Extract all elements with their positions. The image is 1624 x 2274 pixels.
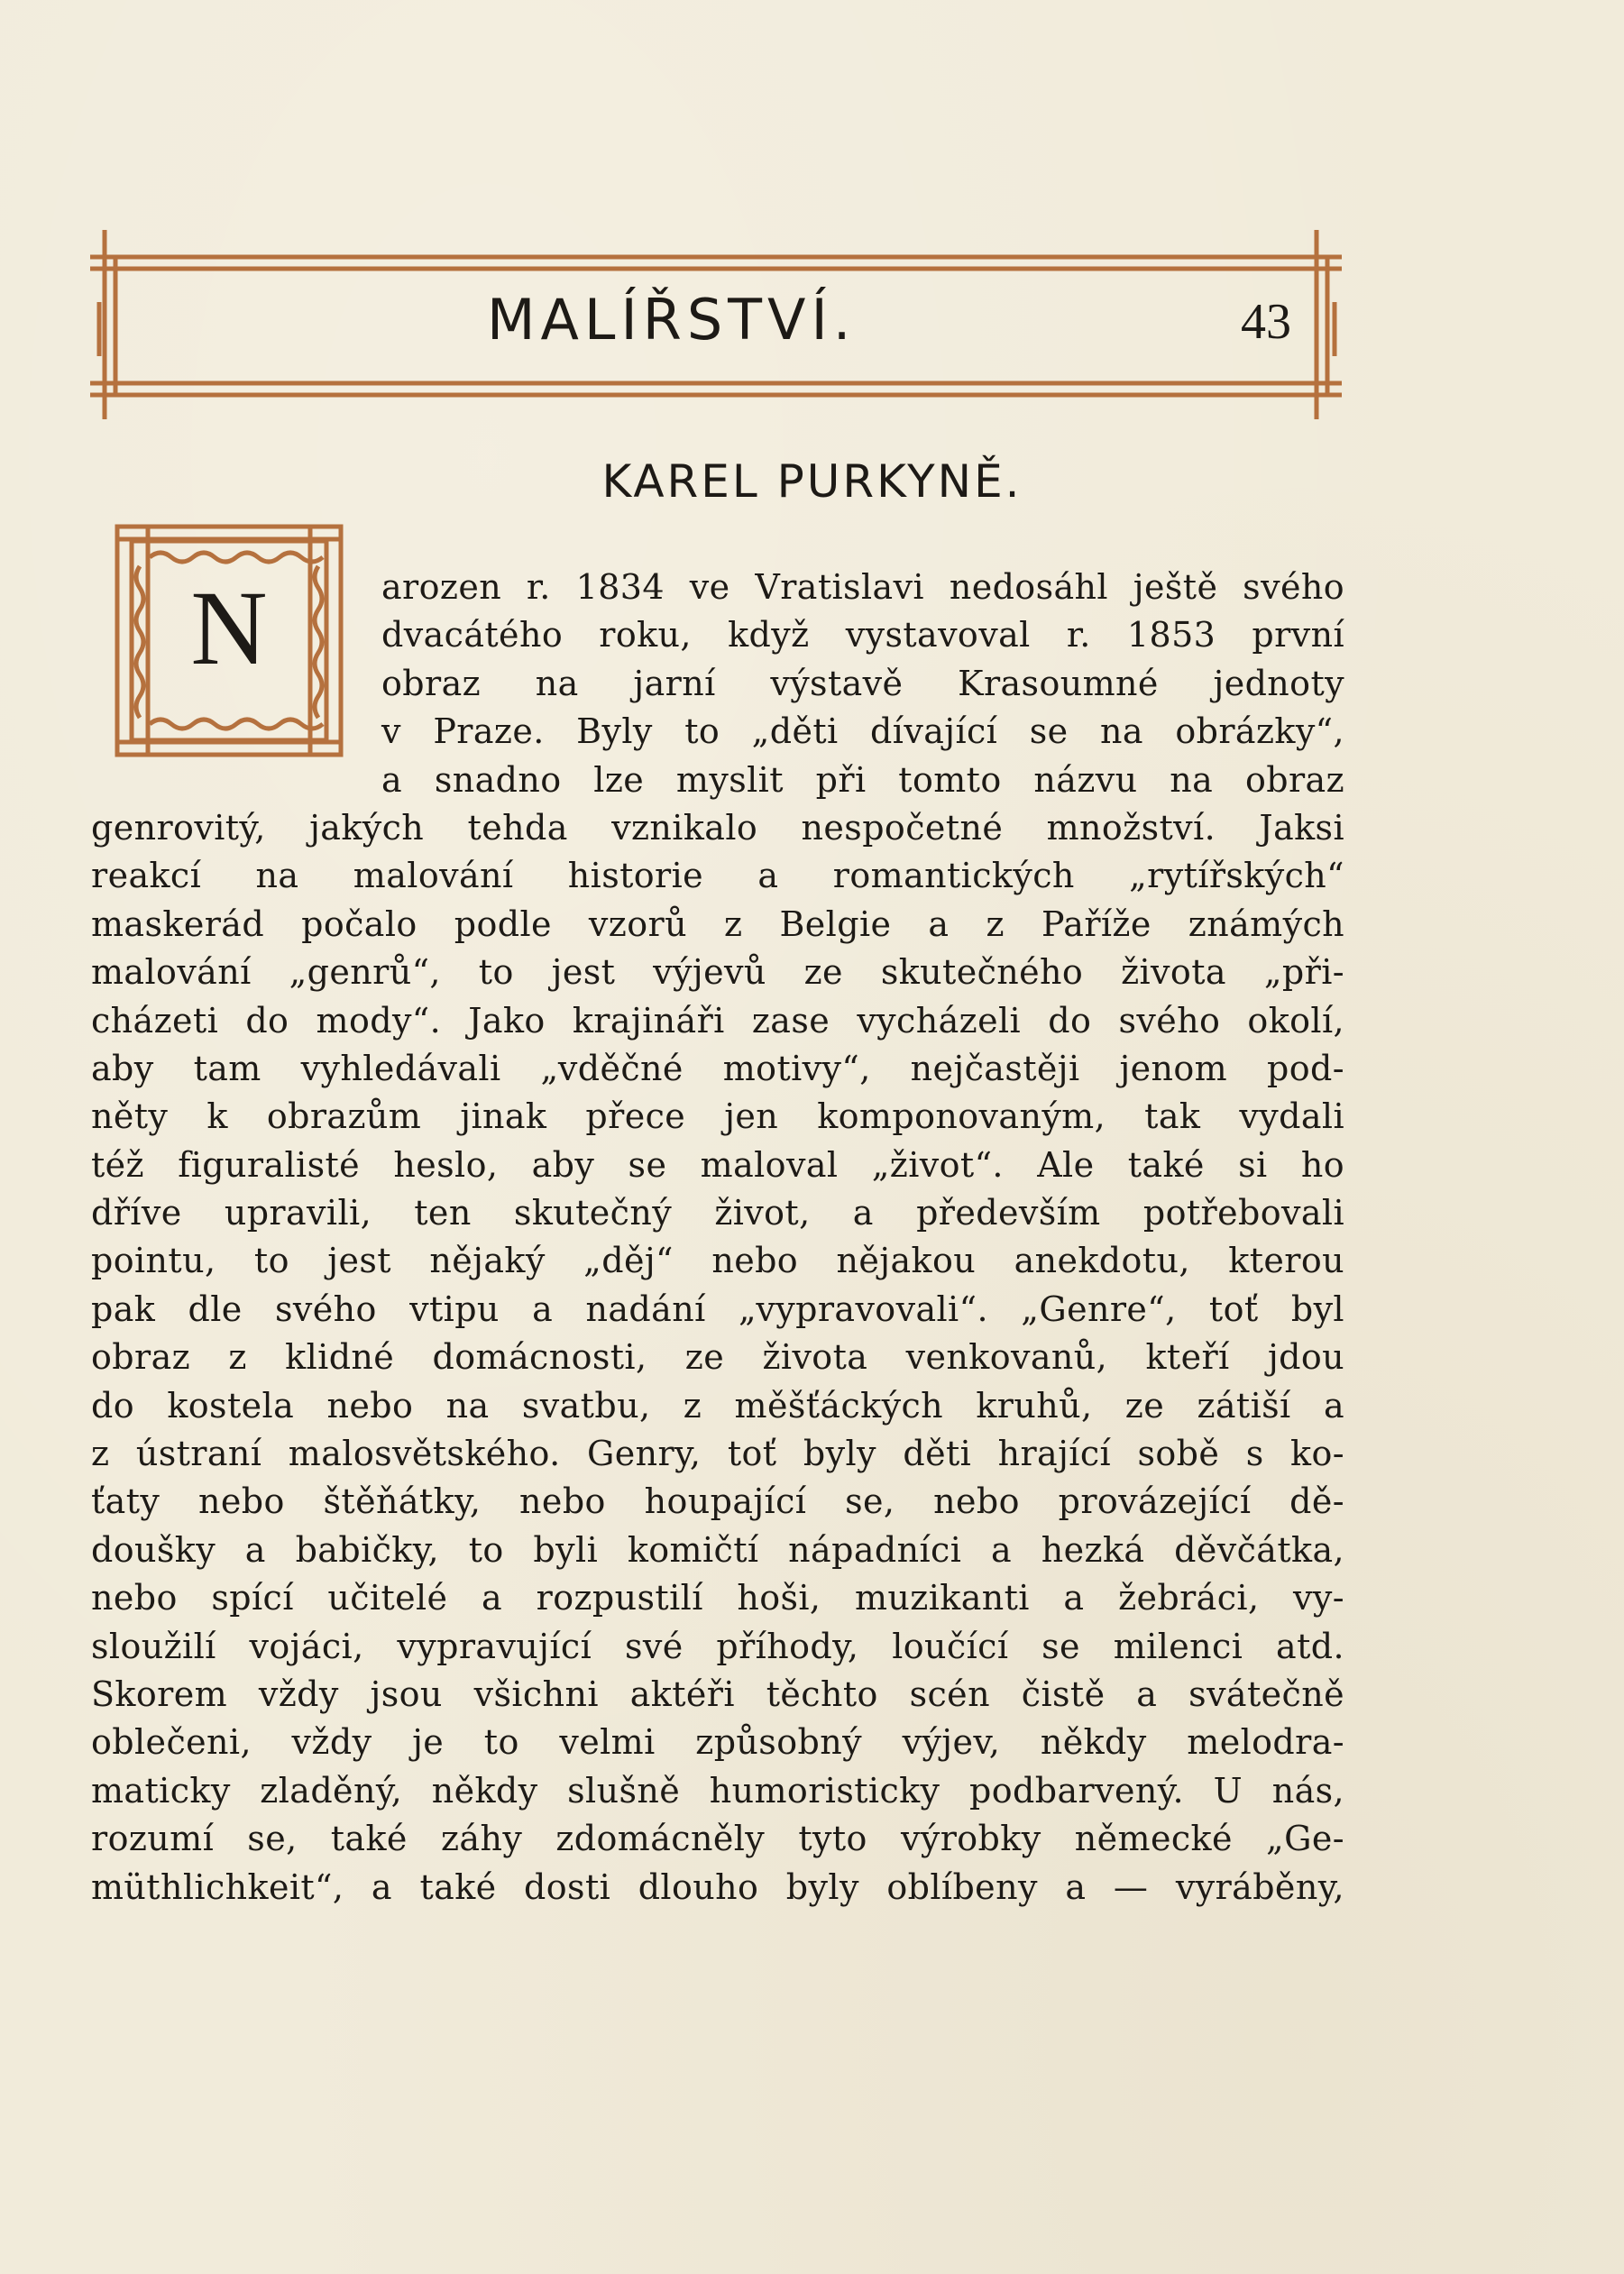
text-line: rozumí se, také záhy zdomácněly tyto výrobky německé „Ge- (91, 1819, 1344, 1859)
text-line: něty k obrazům jinak přece jen komponovaným, tak vydali (91, 1096, 1344, 1137)
running-header (90, 230, 1344, 419)
drop-cap-letter: N (190, 569, 268, 687)
text-line: malování „genrů“, to jest výjevů ze skutečného života „při- (91, 952, 1344, 993)
page-number: 43 (1241, 294, 1291, 350)
text-line: Skorem vždy jsou všichni aktéři těchto scén čistě a svátečně (91, 1673, 1344, 1714)
text-line: dříve upravili, ten skutečný život, a především potřebovali (91, 1193, 1344, 1233)
text-line: pak dle svého vtipu a nadání „vypravovali“. „Genre“, toť byl (91, 1288, 1344, 1329)
text-line: aby tam vyhledávali „vděčné motivy“, nejčastěji jenom pod- (91, 1048, 1344, 1088)
text-line: ťaty nebo štěňátky, nebo houpající se, nebo provázející dě- (91, 1481, 1344, 1522)
text-line: dvacátého roku, když vystavoval r. 1853 první (381, 615, 1344, 656)
text-line: obraz z klidné domácnosti, ze života venkovanů, kteří jdou (91, 1337, 1344, 1378)
text-line: též figuralisté heslo, aby se maloval „život“. Ale také si ho (91, 1144, 1344, 1185)
text-line: müthlichkeit“, a také dosti dlouho byly oblíbeny a — vyráběny, (91, 1866, 1344, 1907)
text-line: reakcí na malování historie a romantických „rytířských“ (91, 856, 1344, 896)
text-line: genrovitý, jakých tehda vznikalo nespočetné množství. Jaksi (91, 807, 1344, 848)
text-line: sloužilí vojáci, vypravující své příhody, loučící se milenci atd. (91, 1626, 1344, 1666)
text-line: cházeti do mody“. Jako krajináři zase vycházeli do svého okolí, (91, 1000, 1344, 1041)
body-text (91, 564, 1344, 1912)
text-line: maskerád počalo podle vzorů z Belgie a z Paříže známých (91, 903, 1344, 944)
text-line: pointu, to jest nějaký „děj“ nebo nějakou anekdotu, kterou (91, 1241, 1344, 1281)
text-line: doušky a babičky, to byli komičtí nápadníci a hezká děvčátka, (91, 1529, 1344, 1570)
chapter-title: KAREL PURKYNĚ. (601, 455, 1023, 508)
text-line: maticky zladěný, někdy slušně humoristicky podbarvený. U nás, (91, 1770, 1344, 1811)
text-line: arozen r. 1834 ve Vratislavi nedosáhl ještě svého (381, 567, 1344, 607)
text-line: nebo spící učitelé a rozpustilí hoši, muzikanti a žebráci, vy- (91, 1578, 1344, 1618)
text-line: v Praze. Byly to „děti dívající se na obrázky“, (381, 711, 1344, 752)
header-title: MALÍŘSTVÍ. (487, 287, 857, 353)
text-line: a snadno lze myslit při tomto názvu na obraz (381, 759, 1344, 800)
text-line: obraz na jarní výstavě Krasoumné jednoty (381, 663, 1344, 703)
text-line: z ústraní malosvětského. Genry, toť byly děti hrající sobě s ko- (91, 1434, 1344, 1474)
text-line: do kostela nebo na svatbu, z měšťáckých kruhů, ze zátiší a (91, 1385, 1344, 1426)
text-line: oblečeni, vždy je to velmi způsobný výjev, někdy melodra- (91, 1722, 1344, 1763)
